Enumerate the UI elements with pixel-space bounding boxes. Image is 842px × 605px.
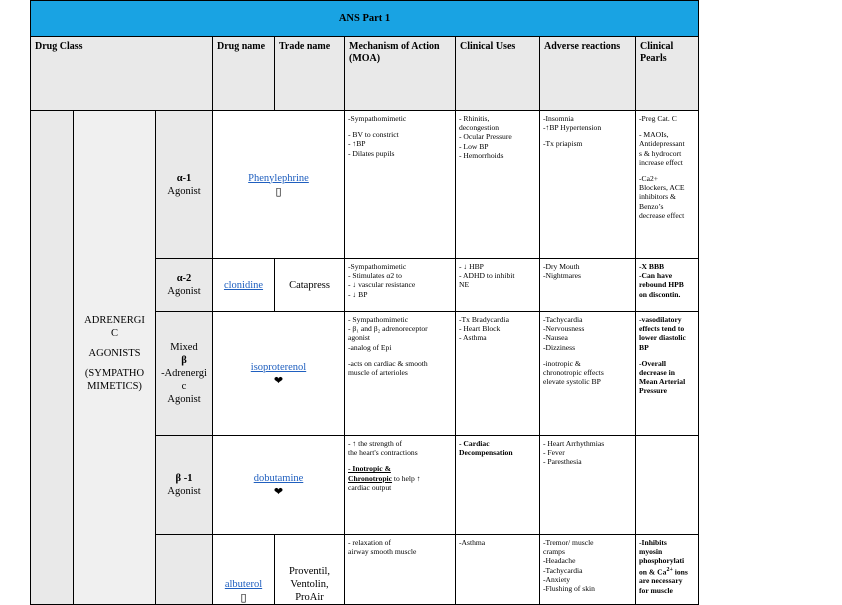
adverse-cell	[540, 535, 636, 605]
list-line: muscle of arterioles	[348, 368, 408, 378]
list-line: - Cardiac	[459, 439, 490, 448]
drug-link-isoproterenol[interactable]: isoproterenol	[250, 361, 307, 373]
list-line: -analog of Epi	[348, 342, 392, 352]
list-line: cramps	[543, 547, 565, 557]
list-line: -Tachycardia	[543, 315, 583, 324]
list-line: -Anxiety	[543, 574, 570, 584]
list-line: ProAir	[295, 592, 324, 603]
header-row	[31, 37, 699, 111]
list-line: decongestion	[459, 123, 500, 133]
adverse-cell	[540, 111, 636, 259]
drug-link-phenylephrine[interactable]: Phenylephrine	[248, 172, 309, 184]
list-line: -Tx Bradycardia	[459, 315, 509, 324]
list-line: - ↓ HBP	[459, 262, 484, 271]
list-line: Antidepressant	[639, 139, 685, 149]
list-line: lower diastolic	[639, 333, 686, 343]
list-line: - Hemorrhoids	[459, 150, 504, 160]
header-adverse-reactions: Adverse reactions	[540, 37, 636, 111]
drug-name-cell	[213, 111, 345, 259]
list-line: - Ocular Pressure	[459, 132, 512, 142]
trade-name-cell	[275, 535, 345, 605]
moa-cell	[345, 259, 456, 312]
list-line: inhibitors &	[639, 192, 676, 202]
drug-link-dobutamine[interactable]: dobutamine	[253, 473, 304, 484]
adverse-cell	[540, 312, 636, 436]
list-line: rebound HPB	[639, 280, 684, 290]
list-line: Pressure	[639, 386, 667, 396]
drug-class-cell: α-2 Agonist	[156, 259, 213, 312]
clinical-uses-cell	[456, 535, 540, 605]
list-line: Proventil,	[288, 566, 331, 577]
list-line: decrease effect	[639, 210, 685, 220]
list-line: - ADHD to inhibit	[459, 271, 515, 281]
list-line: - Heart Arrhythmias	[543, 439, 605, 448]
trade-name-cell: Catapress	[275, 259, 345, 312]
list-line: Ventolin,	[290, 579, 329, 590]
list-line: agonist	[348, 333, 370, 343]
drug-group-cell	[74, 111, 156, 605]
list-line: - Sympathomimetic	[348, 315, 409, 324]
list-line: -Dry Mouth	[543, 262, 580, 271]
list-line: effects tend to	[639, 324, 685, 334]
list-line: -Ca2+	[639, 174, 659, 184]
list-line: Blockers, ACE	[639, 183, 685, 193]
list-line: -Sympathomimetic	[348, 262, 407, 271]
clinical-uses-cell	[456, 259, 540, 312]
group-line: ADRENERGI	[84, 315, 145, 326]
list-line	[639, 123, 695, 130]
list-line: chronotropic effects	[543, 368, 604, 378]
page-title: ANS Part 1	[31, 1, 699, 37]
list-line: -Can have	[639, 271, 673, 281]
drug-link-albuterol[interactable]: albuterol	[224, 579, 263, 590]
list-line: - Asthma	[459, 333, 487, 343]
pearls-cell	[636, 312, 699, 436]
adverse-cell	[540, 259, 636, 312]
list-line: - β₁ and β₂ adrenoreceptor	[348, 324, 428, 334]
list-line	[348, 352, 452, 359]
list-line: -X BBB	[639, 262, 665, 271]
list-line: -Preg Cat. C	[639, 114, 677, 123]
pearls-cell	[636, 111, 699, 259]
list-line: - Fever	[543, 448, 565, 458]
list-line: - Paresthesia	[543, 457, 582, 467]
list-line: -Flushing of skin	[543, 584, 595, 594]
list-line: NE	[459, 280, 470, 290]
list-line: Decompensation	[459, 448, 513, 458]
file-icon: ▯	[275, 185, 282, 198]
header-clinical-pearls: Clinical Pearls	[636, 37, 699, 111]
list-line: -Tachycardia	[543, 565, 583, 575]
pearls-cell: -Inhibits myosin phosphorylati on & $Ca^{2+}$ ions are necessary for muscle	[636, 535, 699, 605]
list-line: - MAOIs,	[639, 130, 669, 140]
list-line: s & hydrocort	[639, 148, 682, 158]
list-line: airway smooth muscle	[348, 547, 417, 557]
list-line	[639, 167, 695, 174]
drug-table-document	[30, 0, 698, 605]
pearls-cell	[636, 436, 699, 535]
list-line: -Asthma	[459, 538, 486, 547]
list-line: -Insomnia	[543, 114, 574, 123]
clinical-uses-cell	[456, 312, 540, 436]
drug-name-cell	[213, 259, 275, 312]
file-icon: ▯	[240, 592, 247, 604]
list-line: - Dilates pupils	[348, 148, 395, 158]
group-line: AGONISTS	[88, 348, 141, 359]
list-line: -acts on cardiac & smooth	[348, 358, 428, 368]
list-line: BP	[639, 342, 649, 352]
drug-link-clonidine[interactable]: clonidine	[223, 279, 264, 291]
list-line: -Nightmares	[543, 271, 581, 281]
left-margin-cell	[31, 111, 74, 605]
list-line: -Tremor/ muscle	[543, 538, 594, 547]
list-line: - ↓ BP	[348, 289, 368, 299]
group-line: MIMETICS)	[87, 381, 142, 392]
header-drug-class: Drug Class	[31, 37, 213, 111]
list-line: -↑BP Hypertension	[543, 123, 602, 133]
list-line: -Nervousness	[543, 324, 585, 334]
clinical-uses-cell	[456, 111, 540, 259]
drug-class-cell: β -1 Agonist	[156, 436, 213, 535]
list-line: -Tx priapism	[543, 139, 583, 149]
list-line	[639, 352, 695, 359]
list-line: Mean Arterial	[639, 377, 686, 387]
list-line: - Rhinitis,	[459, 114, 490, 123]
list-line: - Heart Block	[459, 324, 501, 334]
list-line: - Stimulates α2 to	[348, 271, 402, 281]
header-drug-name: Drug name	[213, 37, 275, 111]
list-line	[543, 132, 632, 139]
list-line: decrease in	[639, 368, 675, 378]
moa-cell	[345, 535, 456, 605]
list-line	[348, 123, 452, 130]
list-line	[543, 352, 632, 359]
drug-class-cell: Mixed β -Adrenergi c Agonist	[156, 312, 213, 436]
drug-name-cell	[213, 535, 275, 605]
list-line: - BV to constrict	[348, 130, 399, 140]
list-line: -inotropic &	[543, 358, 581, 368]
list-line: - relaxation of	[348, 538, 392, 547]
list-line: Benzo’s	[639, 201, 664, 211]
moa-cell	[345, 111, 456, 259]
heart-icon: ❤	[273, 374, 284, 387]
list-line: -Nausea	[543, 333, 568, 343]
drug-class-cell	[156, 535, 213, 605]
list-line: -vasodilatory	[639, 315, 682, 324]
list-line: increase effect	[639, 157, 683, 167]
adverse-cell	[540, 436, 636, 535]
list-line: -Headache	[543, 556, 576, 566]
header-moa: Mechanism of Action (MOA)	[345, 37, 456, 111]
table-row-alpha1	[31, 111, 699, 259]
drug-name-cell	[213, 312, 345, 436]
drug-name-cell	[213, 436, 345, 535]
header-clinical-uses: Clinical Uses	[456, 37, 540, 111]
list-line: -Overall	[639, 358, 666, 368]
clinical-uses-cell	[456, 436, 540, 535]
pearls-cell	[636, 259, 699, 312]
list-line: on discontin.	[639, 289, 681, 299]
list-line: -Sympathomimetic	[348, 114, 407, 123]
group-line: C	[110, 328, 118, 339]
list-line: - ↓ vascular resistance	[348, 280, 416, 290]
ans-drug-table	[30, 0, 699, 605]
list-line: -Dizziness	[543, 342, 576, 352]
header-trade-name: Trade name	[275, 37, 345, 111]
list-line: - ↑BP	[348, 139, 366, 149]
group-line: (SYMPATHO	[84, 368, 145, 379]
heart-icon: ❤	[273, 486, 284, 498]
moa-cell	[345, 312, 456, 436]
moa-cell: - ↑ the strength of the heart's contractions - Inotropic & Chronotropic to help ↑ cardiac output	[345, 436, 456, 535]
list-line: elevate systolic BP	[543, 377, 601, 387]
list-line: - Low BP	[459, 141, 489, 151]
drug-class-cell: α-1 Agonist	[156, 111, 213, 259]
